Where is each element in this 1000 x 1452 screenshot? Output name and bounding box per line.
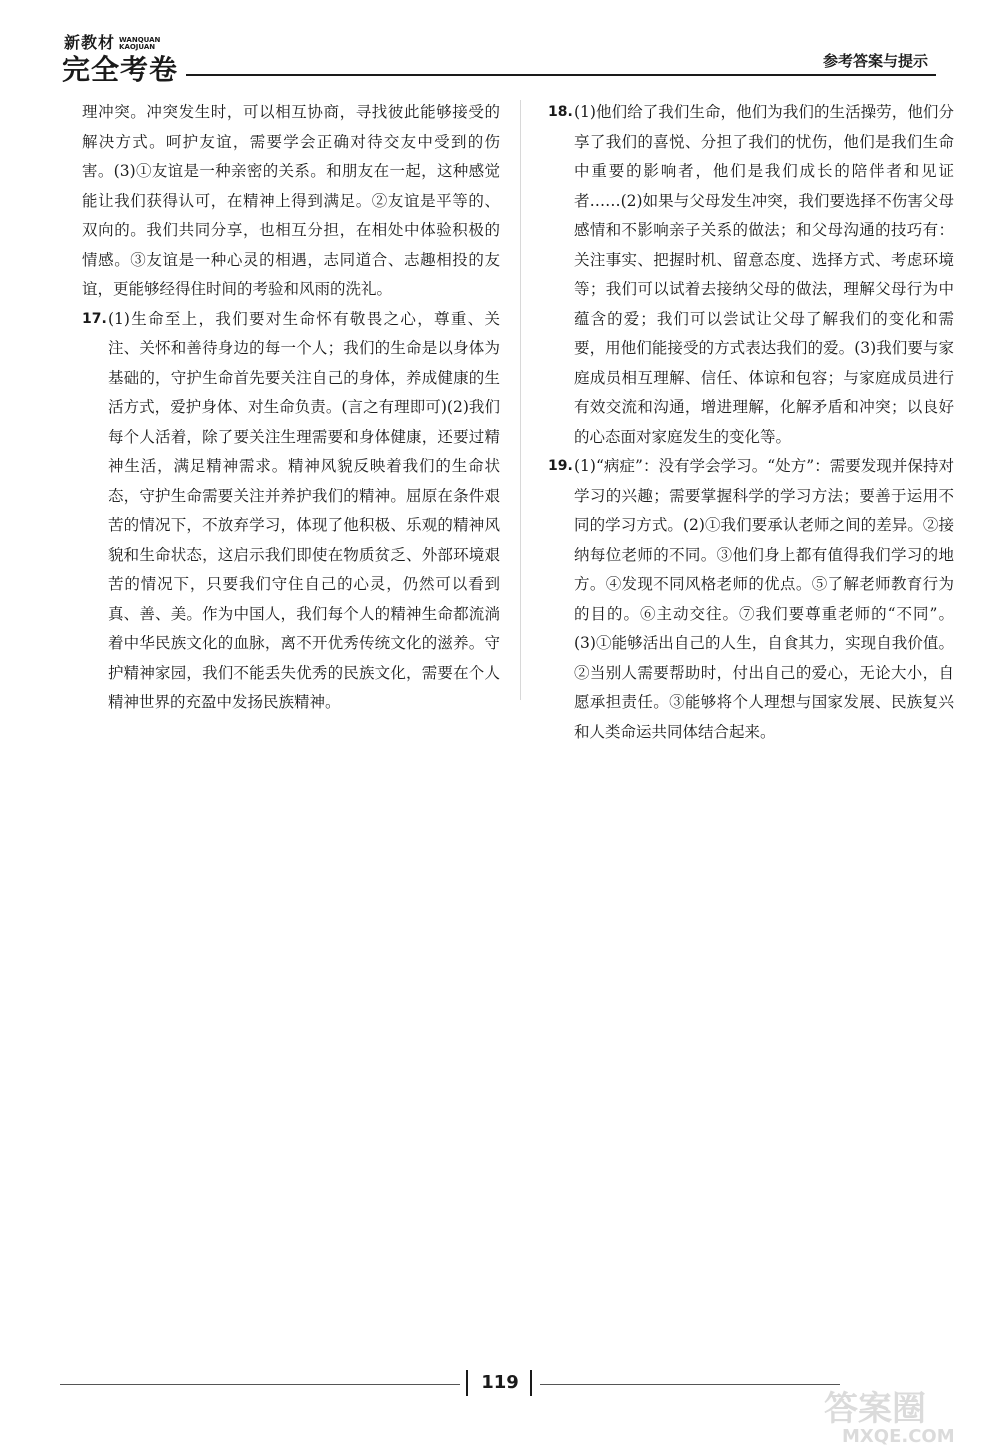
watermark-title: 答案圈 (824, 1389, 926, 1429)
footer-rule-left (60, 1384, 460, 1385)
question-17 (82, 305, 500, 718)
watermark-logo (820, 1380, 990, 1448)
brand-small-title: 新教材 (64, 33, 116, 52)
column-divider (520, 100, 521, 700)
question-18 (548, 98, 954, 452)
left-column (82, 98, 500, 718)
footer-bar-left (466, 1370, 468, 1396)
section-title: 参考答案与提示 (822, 52, 928, 70)
footer-rule-right (540, 1384, 840, 1385)
answer-text: (1)“病症”：没有学会学习。“处方”：需要发现并保持对学习的兴趣；需要掌握科学的学习方法；要善于运用不同的学习方式。(2)①我们要承认老师之间的差异。②接纳每位老师的不同。③他们身上都有值得我们学习的地方。④发现不同风格老师的优点。⑤了解老师教育行为的目的。⑥主动交往。⑦我们要尊重老师的“不同”。(3)①能够活出自己的人生，自食其力，实现自我价值。②当别人需要帮助时，付出自己的爱心，无论大小，自愿承担责任。③能够将个人理想与国家发展、民族复兴和人类命运共同体结合起来。 (574, 457, 954, 741)
question-number: 17. (82, 310, 107, 327)
footer-bar-right (530, 1370, 532, 1396)
answer-text: (1)生命至上，我们要对生命怀有敬畏之心，尊重、关注、关怀和善待身边的每一个人；我们的生命是以身体为基础的，守护生命首先要关注自己的身体，养成健康的生活方式，爱护身体、对生命负责。(言之有理即可)(2)我们每个人活着，除了要关注生理需要和身体健康，还要过精神生活，满足精神需求。精神风貌反映着我们的生命状态，守护生命需要关注并养护我们的精神。屈原在条件艰苦的情况下，不放弃学习，体现了他积极、乐观的精神风貌和生命状态，这启示我们即使在物质贫乏、外部环境艰苦的情况下，只要我们守住自己的心灵，仍然可以看到真、善、美。作为中国人，我们每个人的精神生命都流淌着中华民族文化的血脉，离不开优秀传统文化的滋养。守护精神家园，我们不能丢失优秀的民族文化，需要在个人精神世界的充盈中发扬民族精神。 (108, 309, 500, 711)
watermark-url: MXQE.COM (842, 1426, 955, 1447)
page-header (0, 0, 1000, 90)
question-19 (548, 452, 954, 747)
page-footer (0, 1360, 1000, 1452)
answer-text: (1)他们给了我们生命，他们为我们的生活操劳，他们分享了我们的喜悦、分担了我们的忧伤，他们是我们生命中重要的影响者，他们是我们成长的陪伴者和见证者……(2)如果与父母发生冲突，我们要选择不伤害父母感情和不影响亲子关系的做法；和父母沟通的技巧有：关注事实、把握时机、留意态度、选择方式、考虑环境等；我们可以试着去接纳父母的做法，理解父母行为中蕴含的爱；我们可以尝试让父母了解我们的变化和需要，用他们能接受的方式表达我们的爱。(3)我们要与家庭成员相互理解、信任、体谅和包容；与家庭成员进行有效交流和沟通，增进理解，化解矛盾和冲突；以良好的心态面对家庭发生的变化等。 (574, 103, 954, 446)
brand-english-line1: WANQUAN (119, 36, 161, 44)
question-number: 19. (548, 458, 573, 474)
page-number: 119 (481, 1372, 519, 1393)
continued-answer-text: 理冲突。冲突发生时，可以相互协商，寻找彼此能够接受的解决方式。呵护友谊，需要学会正确对待交友中受到的伤害。(3)①友谊是一种亲密的关系。和朋友在一起，这种感觉能让我们获得认可，在精神上得到满足。②友谊是平等的、双向的。我们共同分享，也相互分担，在相处中体验积极的情感。③友谊是一种心灵的相遇，志同道合、志趣相投的友谊，更能够经得住时间的考验和风雨的洗礼。 (82, 103, 500, 298)
brand-english-line2: KAOJUAN (119, 43, 156, 51)
header-rule (186, 74, 936, 76)
brand-big-title: 完全考卷 (62, 53, 179, 86)
right-column (548, 98, 954, 747)
question-number: 18. (548, 104, 573, 120)
